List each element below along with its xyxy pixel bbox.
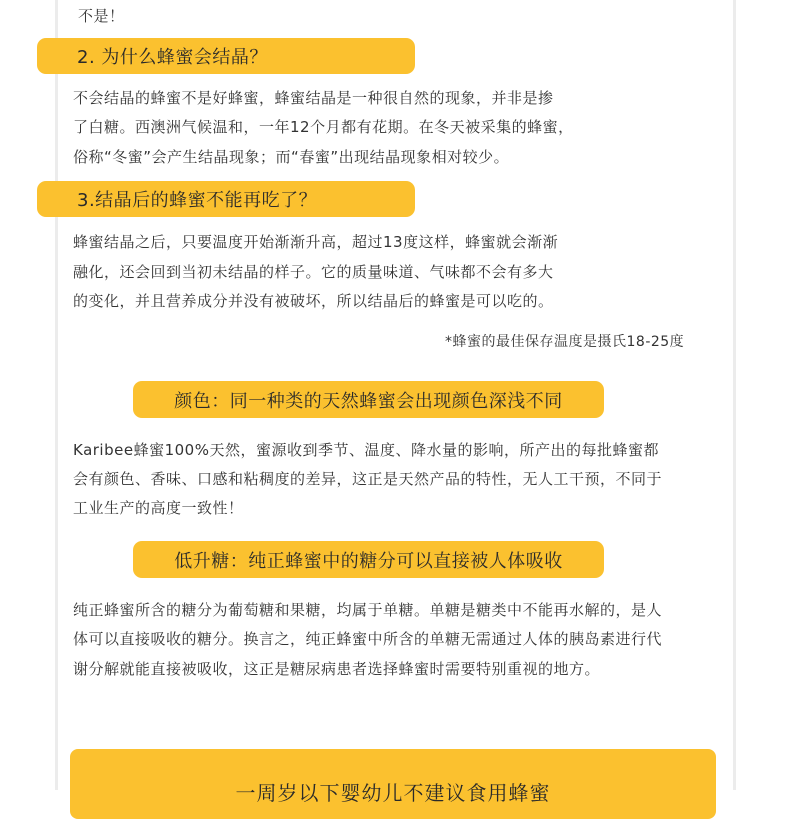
color-line-1: Karibee蜂蜜100%天然，蜜源收到季节、温度、降水量的影响，所产出的每批蜂蜜都: [73, 441, 659, 459]
sugar-line-3: 谢分解就能直接被吸收，这正是糖尿病患者选择蜂蜜时需要特别重视的地方。: [73, 660, 601, 678]
section2-line-2: 了白糖。西澳洲气候温和，一年12个月都有花期。在冬天被采集的蜂蜜，: [73, 118, 574, 136]
color-line-3: 工业生产的高度一致性！: [73, 499, 244, 517]
infant-warning-banner: 一周岁以下婴幼儿不建议食用蜂蜜: [70, 749, 716, 819]
left-divider-line: [55, 0, 58, 790]
sugar-line-2: 体可以直接吸收的糖分。换言之，纯正蜂蜜中所含的单糖无需通过人体的胰岛素进行代: [73, 630, 663, 648]
intro-tail-text: 不是！: [78, 7, 125, 25]
section2-line-1: 不会结晶的蜂蜜不是好蜂蜜，蜂蜜结晶是一种很自然的现象，并非是掺: [73, 89, 554, 107]
section2-heading: 2. 为什么蜂蜜会结晶？: [37, 38, 415, 74]
right-divider-line: [733, 0, 736, 790]
section3-heading: 3.结晶后的蜂蜜不能再吃了？: [37, 181, 415, 217]
color-heading: 颜色：同一种类的天然蜂蜜会出现颜色深浅不同: [133, 381, 604, 418]
section2-line-3: 俗称“冬蜜”会产生结晶现象；而“春蜜”出现结晶现象相对较少。: [73, 148, 510, 166]
sugar-line-1: 纯正蜂蜜所含的糖分为葡萄糖和果糖，均属于单糖。单糖是糖类中不能再水解的，是人: [73, 601, 663, 619]
color-line-2: 会有颜色、香味、口感和粘稠度的差异，这正是天然产品的特性，无人工干预，不同于: [73, 470, 663, 488]
section3-line-3: 的变化，并且营养成分并没有被破坏，所以结晶后的蜂蜜是可以吃的。: [73, 292, 554, 310]
storage-temperature-note: *蜂蜜的最佳保存温度是摄氏18-25度: [445, 334, 685, 350]
sugar-heading: 低升糖：纯正蜂蜜中的糖分可以直接被人体吸收: [133, 541, 604, 578]
section3-line-1: 蜂蜜结晶之后，只要温度开始渐渐升高，超过13度这样，蜂蜜就会渐渐: [73, 233, 559, 251]
section3-line-2: 融化，还会回到当初未结晶的样子。它的质量味道、气味都不会有多大: [73, 263, 554, 281]
